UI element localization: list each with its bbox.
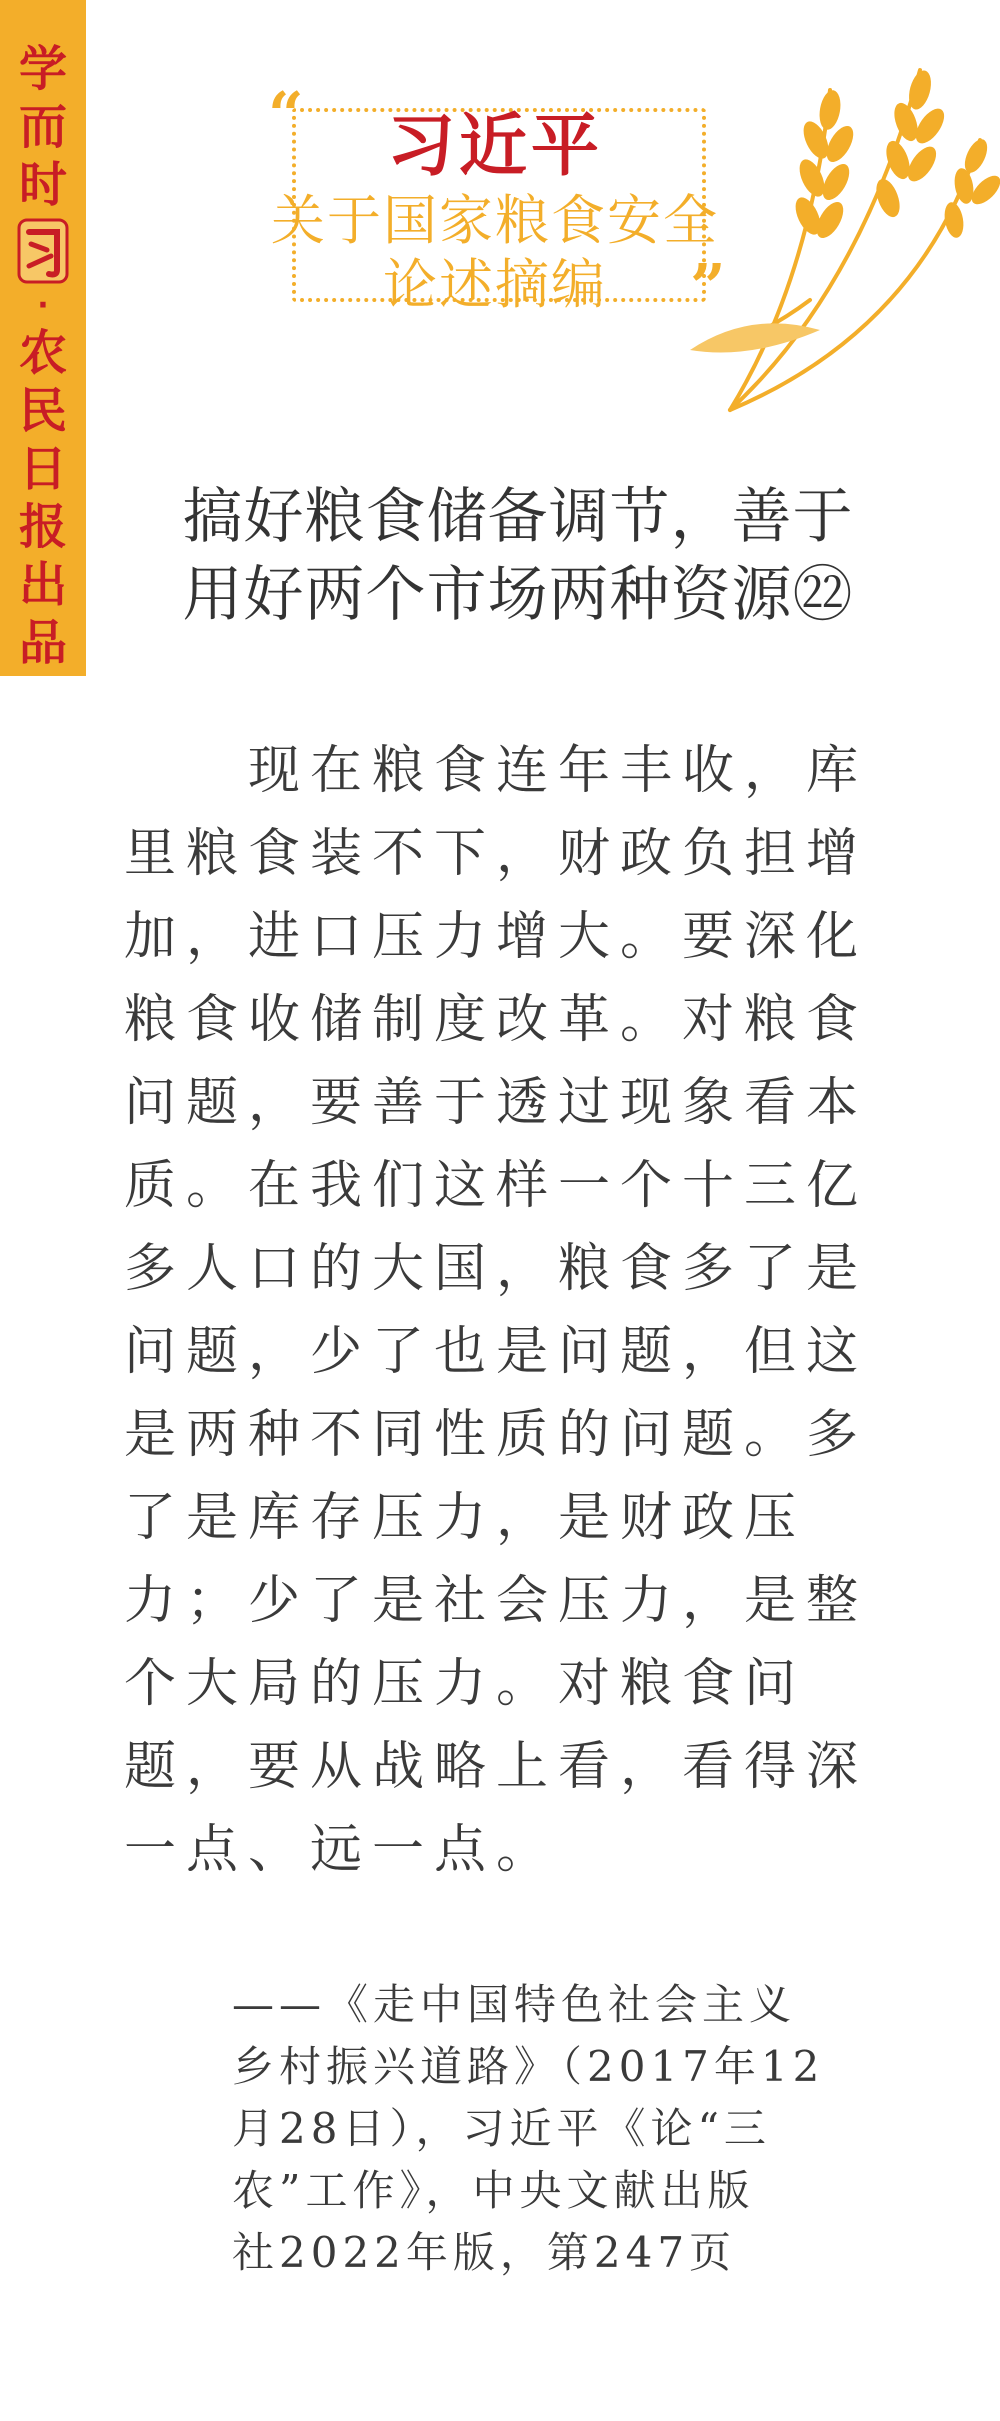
publisher-char: 日 (18, 441, 67, 497)
chapter-title (148, 478, 888, 634)
source-line: 乡村振兴道路》（2017年12 (232, 2042, 825, 2091)
publisher-char: 报 (18, 499, 67, 555)
source-line: 月28日），习近平《论“三 (232, 2104, 771, 2153)
body-paragraph (124, 730, 884, 1892)
body-line: 题，要从战略上看，看得深 (124, 1737, 869, 1797)
body-line: 问题，少了也是问题，但这 (124, 1322, 869, 1382)
source-line: 社2022年版，第247页 (232, 2228, 737, 2277)
body-line: 了是库存压力，是财政压 (124, 1488, 807, 1548)
side-banner (0, 0, 86, 676)
chapter-title-line: 用好两个市场两种资源㉒ (182, 560, 854, 630)
body-line: 现在粮食连年丰收，库 (124, 741, 869, 801)
body-line: 问题，要善于透过现象看本 (124, 1073, 869, 1133)
body-line: 个大局的压力。对粮食问 (124, 1654, 807, 1714)
publisher-char: 民 (18, 383, 67, 439)
close-quote-mark: ” (690, 250, 726, 323)
separator-dot: · (37, 288, 49, 323)
body-line: 多人口的大国，粮食多了是 (124, 1239, 869, 1299)
publisher-char: 出 (18, 557, 67, 613)
chapter-title-line: 搞好粮食储备调节，善于 (182, 482, 854, 552)
body-line: 一点、远一点。 (124, 1820, 559, 1880)
body-line: 里粮食装不下，财政负担增 (124, 824, 869, 884)
publisher-char: 农 (18, 325, 67, 381)
open-quote-mark: “ (268, 78, 304, 151)
body-line: 加，进口压力增大。要深化 (124, 907, 869, 967)
column-title-char: 时 (18, 157, 67, 213)
publisher-char: 品 (18, 615, 67, 671)
column-title-char: 而 (18, 99, 67, 155)
wheat-icon (690, 30, 1000, 430)
column-title (0, 40, 86, 672)
header-subtitle-line1: 关于国家粮食安全 (271, 189, 719, 252)
xi-calligraphy-icon (17, 218, 69, 284)
column-title-char: 学 (18, 41, 67, 97)
body-line: 力；少了是社会压力，是整 (124, 1571, 869, 1631)
body-line: 粮食收储制度改革。对粮食 (124, 990, 869, 1050)
source-line: 农”工作》，中央文献出版 (232, 2166, 755, 2215)
body-line: 是两种不同性质的问题。多 (124, 1405, 869, 1465)
source-citation (232, 1974, 882, 2284)
header-subtitle-line2: 论述摘编 (383, 253, 607, 316)
body-line: 质。在我们这样一个十三亿 (124, 1156, 869, 1216)
source-line: ——《走中国特色社会主义 (232, 1980, 797, 2029)
header-name: 习近平 (386, 107, 603, 186)
